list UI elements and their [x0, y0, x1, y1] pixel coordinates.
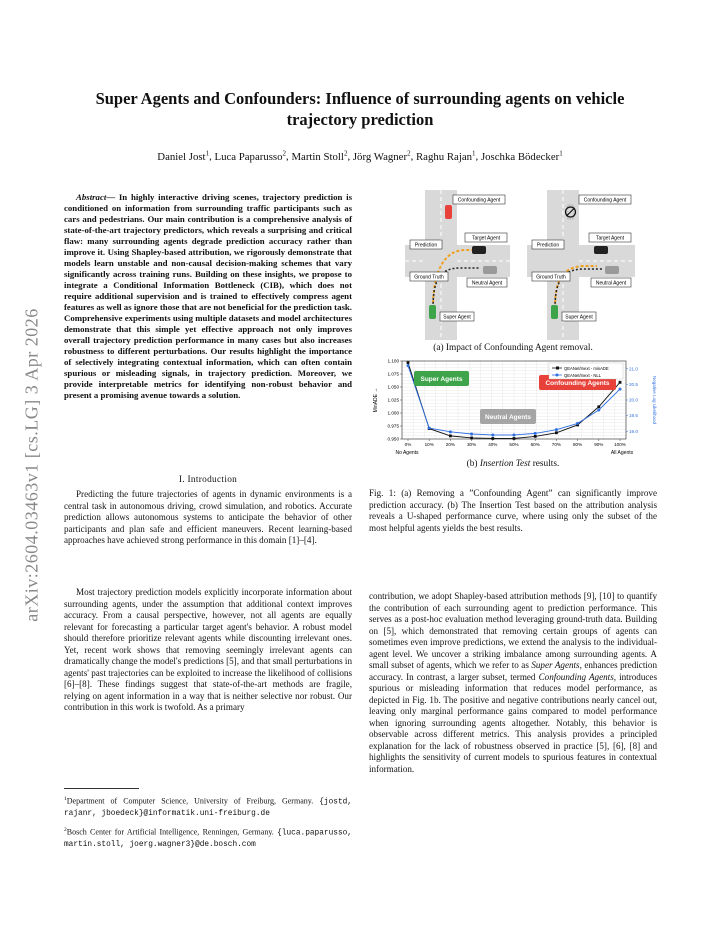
y2-tick-label: 21.0 — [629, 366, 638, 372]
author: Jörg Wagner$^2$ — [352, 149, 411, 163]
label-prediction: Prediction — [414, 242, 438, 249]
figure-caption: Fig. 1: (a) Removing a ”Confounding Agent” can significantly improve prediction accuracy. (b) The Insertion Test based on the attribution analysis reveals a U-shaped performance curve, where using only the subset of the most helpful agents yields the best results. — [369, 488, 657, 533]
x-tick-label: 70% — [551, 442, 562, 447]
super-car — [429, 305, 436, 319]
x-tick-label: 10% — [424, 442, 434, 447]
data-point — [619, 381, 622, 384]
label-target: Target Agent — [471, 235, 501, 242]
data-point — [513, 437, 516, 440]
data-point — [534, 432, 537, 435]
author: Luca Paparusso$^2$ — [214, 149, 287, 163]
x-tick-label: 90% — [594, 442, 604, 447]
y2-tick-label: 20.5 — [629, 382, 638, 387]
data-point — [449, 430, 452, 433]
footnote-1: $^1$Department of Computer Science, University of Freiburg, Germany. {jostd, rajanr, jboedeck}@informatik.uni-freiburg.de — [64, 796, 352, 819]
annotation-neutral-text: Neutral Agents — [485, 414, 531, 421]
data-point — [449, 434, 452, 437]
y2-tick-label: 20.0 — [629, 397, 638, 403]
annotation-confounding-text: Confounding Agents — [545, 380, 610, 387]
data-point — [534, 435, 537, 438]
figure-1a-scenes — [405, 190, 635, 340]
y-tick-label: 1.000 — [387, 410, 399, 416]
data-point — [407, 361, 410, 364]
figure-1b-chart — [369, 357, 659, 457]
annotation-neutral — [480, 409, 536, 424]
y-tick-label: 1.075 — [387, 371, 399, 377]
x-tick-label: 100% — [614, 442, 626, 447]
y-tick-label: 1.050 — [387, 384, 399, 390]
caption-1b: (b) Insertion Test results. — [466, 459, 560, 469]
data-point — [470, 433, 473, 436]
data-point — [555, 431, 558, 434]
label-ground-truth: Ground Truth — [414, 274, 444, 281]
label-super: Super Agent — [443, 314, 471, 321]
x-tick-label: 20% — [445, 442, 456, 447]
data-point — [491, 437, 494, 440]
data-point — [597, 405, 600, 408]
label-target: Target Agent — [595, 235, 625, 242]
neutral-car — [605, 266, 619, 274]
author: Daniel Jost$^1$ — [157, 149, 210, 163]
author-list: Daniel Jost$^1$, Luca Paparusso$^2$, Martin Stoll$^2$, Jörg Wagner$^2$, Raghu Rajan$^1$, Joschka Bödecker$^1$ — [157, 149, 563, 163]
data-point — [513, 433, 516, 436]
legend-nll: QEANet/Inext - NLL — [564, 372, 602, 378]
data-point — [491, 433, 494, 436]
y2-tick-label: 19.5 — [629, 413, 638, 419]
section-heading: I. Introduction — [178, 475, 238, 485]
neutral-car — [483, 266, 497, 274]
data-point — [555, 428, 558, 431]
footnote-2: $^2$Bosch Center for Artificial Intelligence, Renningen, Germany. {luca.paparusso, martin.stoll, joerg.wagner3}@de.bosch.com — [64, 827, 352, 850]
abstract-label: Abstract — [76, 192, 107, 202]
annotation-super — [414, 371, 469, 386]
label-confounding: Confounding Agent — [583, 197, 627, 204]
y-axis-label: MinADE → — [373, 387, 379, 413]
confounding-car — [445, 205, 452, 219]
legend-minade: QEANet/Inext - minADE — [564, 365, 609, 371]
label-neutral: Neutral Agent — [595, 280, 627, 287]
label-super: Super Agent — [565, 314, 593, 321]
super-car — [551, 305, 558, 319]
label-confounding: Confounding Agent — [457, 197, 501, 204]
y-tick-label: 0.950 — [387, 436, 399, 442]
abstract-text: In highly interactive driving scenes, trajectory prediction is conditioned on information from surrounding traffic participants such as cars and pedestrians. Our main contribution is a comprehensive analysis of state-of-the-art trajectory predictors, which reveals a surprising and critical flaw: many surrounding agents degrade prediction accuracy rather than improve it. Using Shapley-based attribution, we rigorously demonstrate that models learn unstable and non-causal decision-making schemes that vary significantly across training runs. Building on these insights, we propose to integrate a Conditional Information Bottleneck (CIB), which does not require additional supervision and is trained to effectively compress agent features as well as ignore those that are not beneficial for the prediction task. Comprehensive experiments using multiple datasets and model architectures demonstrate that this simple yet effective approach not only improves overall trajectory prediction performance in many cases but also increases robustness to different perturbations. Our results highlight the importance of selectively integrating contextual information, which can often contain spurious or misleading signals, in trajectory prediction. Moreover, we provide interpretable metrics for identifying non-robust behavior and present a promising avenue towards a solution. — [64, 192, 352, 400]
y-tick-label: 1.100 — [387, 358, 399, 364]
x-tick-label: 0% — [404, 442, 412, 447]
label-ground-truth: Ground Truth — [536, 274, 566, 281]
data-point — [597, 408, 600, 411]
right-column-body: contribution, we adopt Shapley-based attribution methods [9], [10] to quantify the contribution of each surrounding agent to prediction performance. This serves as a post-hoc evaluation method leveraging ground-truth data. Building on [5], which demonstrated that removing certain groups of agents can sometimes even improve predictions, we extend the analysis to the individual-agent level. We uncover a striking imbalance among surrounding agents. A small subset of agents, which we refer to as Super Agents, enhances prediction accuracy. In contrast, a larger subset, termed Confounding Agents, introduces spurious or misleading information that reduces model performance, as depicted in Fig. 1b. The positive and negative contributions nearly cancel out, leaving only marginal performance gains compared to model performance when ignoring surrounding agents altogether. Notably, this behavior is observable across different metrics. This analysis provides a principled explanation for the lack of robustness observed in practice [5], [6], [8] and highlights the sensitivity of current models to spurious features in contextual information. — [369, 591, 657, 774]
x-tick-label: 40% — [488, 442, 498, 447]
arxiv-stamp: arXiv:2604.03463v1 [cs.LG] 3 Apr 2026 — [21, 308, 42, 622]
intro-paragraph-1: Predicting the future trajectories of agents in dynamic environments is a central task in autonomous driving, crowd simulation, and robotics. Accurate prediction allows autonomous systems to anticipate the behavior of other participants and plan safe and efficient maneuvers. Recent learning-based approaches have achieved strong performance in this domain [1]–[4]. — [64, 489, 352, 545]
data-point — [619, 388, 622, 391]
abstract: Abstract— In highly interactive driving scenes, trajectory prediction is conditioned on information from surrounding traffic participants such as cars and pedestrians. Our main contribution is a comprehensive analysis of state-of-the-art trajectory predictors, which reveals a surprising and critical flaw: many surrounding agents degrade prediction accuracy rather than improve it. Using Shapley-based attribution, we rigorously demonstrate that models learn unstable and non-causal decision-making schemes that vary significantly across training runs. Building on these insights, we propose to integrate a Conditional Information Bottleneck (CIB), which does not require additional supervision and is trained to effectively compress agent features as well as ignore those that are not beneficial for the prediction task. Comprehensive experiments using multiple datasets and model architectures demonstrate that this simple yet effective approach not only improves overall trajectory prediction performance in many cases but also increases robustness to different perturbations. Our results highlight the importance of selectively integrating contextual information, which can often contain spurious or misleading signals, in trajectory prediction. Moreover, we provide interpretable metrics for identifying non-robust behavior and present a promising avenue towards a solution. — [64, 192, 352, 400]
annotation-super-text: Super Agents — [420, 376, 463, 383]
x-tick-label: 50% — [509, 442, 519, 447]
x-tick-label: 60% — [530, 442, 540, 447]
y2-tick-label: 19.0 — [629, 428, 638, 434]
x-tick-label: 30% — [466, 442, 477, 447]
y2-axis-label: Negative Log Likelihood — [652, 375, 657, 425]
label-neutral: Neutral Agent — [471, 280, 503, 287]
chart-legend — [549, 363, 623, 379]
paper-title: Super Agents and Confounders: Influence of surrounding agents on vehicle trajectory prediction — [95, 89, 625, 129]
target-car — [472, 246, 486, 254]
x-tick-label: 80% — [572, 442, 583, 447]
x-end-label-left: No Agents — [395, 450, 419, 456]
target-car — [594, 246, 608, 254]
intro-paragraph-2: Most trajectory prediction models explicitly incorporate information about surrounding agents, under the assumption that additional context improves accuracy. From a causal perspective, however, not all agents are equally relevant for forecasting a particular target agent's behavior. A robust model should therefore prioritize relevant agents while discounting irrelevant ones. Yet, recent work shows that removing seemingly irrelevant agents can dramatically change the model's predictions [5], and that small perturbations in agents' past trajectories can be exploited to increase the likelihood of collisions [6]–[8]. These findings suggest that state-of-the-art methods are fragile, relying on agent information in a way that is neither selective nor robust. Our contribution in this work is twofold. As a primary — [64, 587, 352, 712]
footnote-rule — [64, 788, 139, 789]
x-end-label-right: All Agents — [610, 450, 634, 456]
author: Raghu Rajan$^1$ — [415, 149, 476, 163]
data-point — [428, 427, 431, 430]
author: Martin Stoll$^2$ — [291, 149, 348, 163]
scene-left — [405, 190, 510, 340]
data-point — [407, 364, 410, 367]
label-prediction: Prediction — [536, 242, 560, 249]
data-point — [576, 422, 579, 425]
author: Joschka Bödecker$^1$ — [480, 149, 563, 163]
caption-1a: (a) Impact of Confounding Agent removal. — [433, 343, 593, 353]
y-tick-label: 1.025 — [387, 397, 399, 403]
data-point — [470, 437, 473, 440]
scene-right — [527, 190, 635, 340]
y-tick-label: 0.975 — [387, 423, 399, 429]
